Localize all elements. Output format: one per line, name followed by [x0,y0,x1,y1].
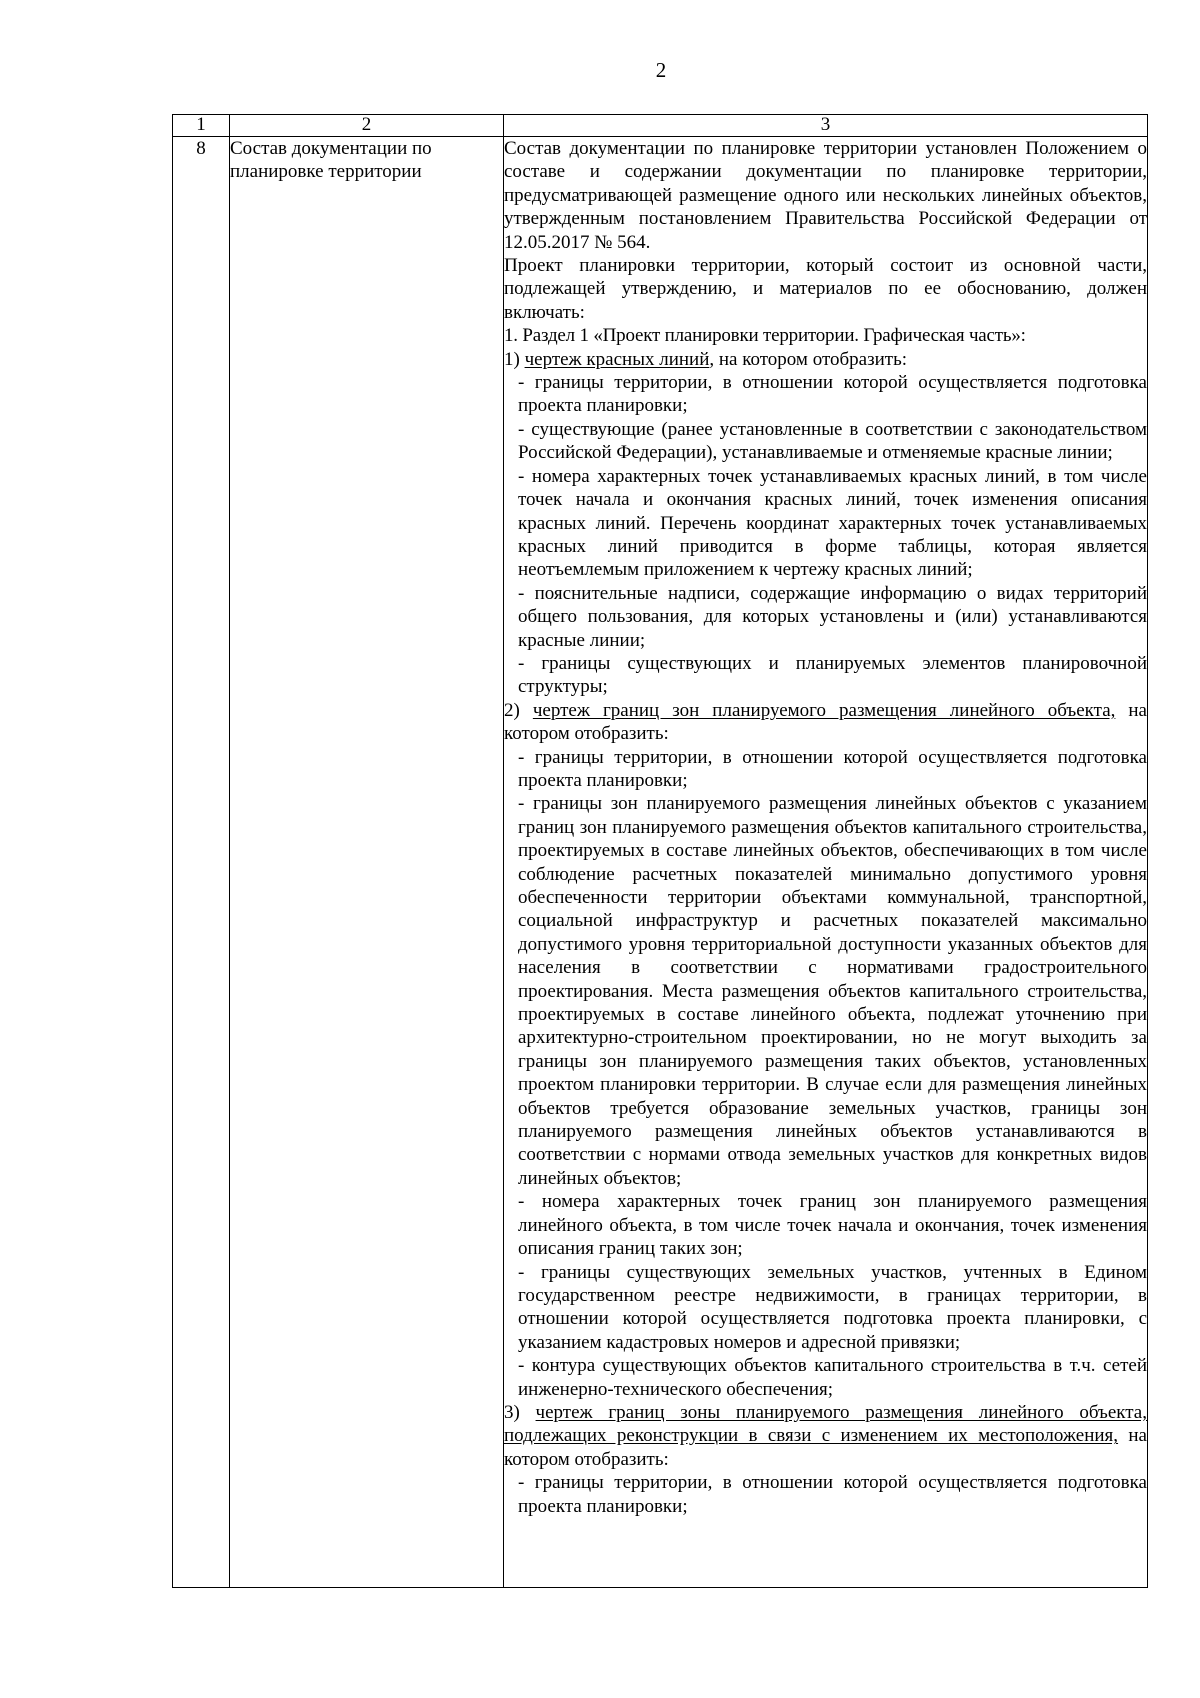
list-item [504,1401,1147,1471]
bullet-item: - границы зон планируемого размещения линейных объектов с указанием границ зон планируемого размещения объектов капитального строительства, проектируемых в составе линейных объектов, обеспечивающих в том числе соблюдение расчетных показателей минимально допустимого уровня обеспеченности территории объектами коммунальной, транспортной, социальной инфраструктур и расчетных показателей максимально допустимого уровня территориальной доступности указанных объектов для населения в соответствии с нормативами градостроительного проектирования. Места размещения объектов капитального строительства, проектируемых в составе линейного объекта, подлежат уточнению при архитектурно-строительном проектировании, но не могут выходить за границы зон планируемого размещения таких объектов, установленных проектом планировки территории. В случае если для размещения линейных объектов требуется образование земельных участков, границы зон планируемого размещения линейных объектов устанавливаются в соответствии с нормами отвода земельных участков для конкретных видов линейных объектов; [518,793,1147,1189]
row-number: 8 [173,137,230,1588]
item-title: чертеж границ зоны планируемого размещения линейного объекта, подлежащих реконструкции в связи с изменением их местоположения, [504,1401,1147,1447]
paragraph: Проект планировки территории, который состоит из основной части, подлежащей утверждению, и материалов по ее обоснованию, должен включать: [504,255,1147,323]
header-col-1: 1 [173,115,230,137]
bullet-item: - пояснительные надписи, содержащие информацию о видах территорий общего пользования, для которых установлены и (или) устанавливаются красные линии; [518,582,1147,651]
table-header-row [173,115,1148,137]
header-col-2: 2 [230,115,504,137]
bullet-item: - границы территории, в отношении которой осуществляется подготовка проекта планировки; [518,372,1147,417]
item-suffix: на котором отобразить: [504,1425,1147,1470]
bullet-item: - номера характерных точек устанавливаемых красных линий, в том числе точек начала и окончания красных линий, точек изменения описания красных линий. Перечень координат характерных точек устанавливаемых красных линий приводится в форме таблицы, которая является неотъемлемым приложением к чертежу красных линий; [518,465,1147,581]
item-prefix: 2) [504,699,533,721]
bullet-item: - границы территории, в отношении которой осуществляется подготовка проекта планировки; [518,746,1147,791]
list-item [504,348,1147,371]
row-content [504,137,1148,1588]
item-suffix: , на котором отобразить: [709,348,908,370]
bullet-item: - номера характерных точек границ зон планируемого размещения линейного объекта, в том числе точек начала и окончания, точек изменения описания границ таких зон; [518,1191,1147,1260]
header-col-3: 3 [504,115,1148,137]
section-heading: 1. Раздел 1 «Проект планировки территории. Графическая часть»: [504,325,1026,347]
table-row [173,137,1148,1588]
item-prefix: 1) [504,348,525,370]
item-title: чертеж границ зон планируемого размещения линейного объекта, [532,699,1116,721]
paragraph: Состав документации по планировке территории установлен Положением о составе и содержании документации по планировке территории, предусматривающей размещение одного или нескольких линейных объектов, утвержденным постановлением Правительства Российской Федерации от 12.05.2017 № 564. [504,138,1147,253]
bullet-item: - границы территории, в отношении которой осуществляется подготовка проекта планировки; [518,1472,1147,1517]
bullet-item: - контура существующих объектов капитального строительства в т.ч. сетей инженерно-технического обеспечения; [518,1355,1147,1400]
item-prefix: 3) [504,1401,536,1423]
item-suffix: на котором отобразить: [504,699,1147,745]
bullet-item: - границы существующих и планируемых элементов планировочной структуры; [518,652,1147,698]
requirements-table [172,114,1148,1588]
item-title: чертеж красных линий [524,348,710,370]
bullet-item: - существующие (ранее установленные в соответствии с законодательством Российской Федерации), устанавливаемые и отменяемые красные линии; [518,418,1147,464]
row-name: Состав документации по планировке территории [230,137,504,1588]
list-item [504,699,1147,746]
bullet-item: - границы существующих земельных участков, учтенных в Едином государственном реестре недвижимости, в границах территории, в отношении которой осуществляется подготовка проекта планировки, с указанием кадастровых номеров и адресной привязки; [518,1261,1147,1353]
page-number: 2 [655,58,667,82]
